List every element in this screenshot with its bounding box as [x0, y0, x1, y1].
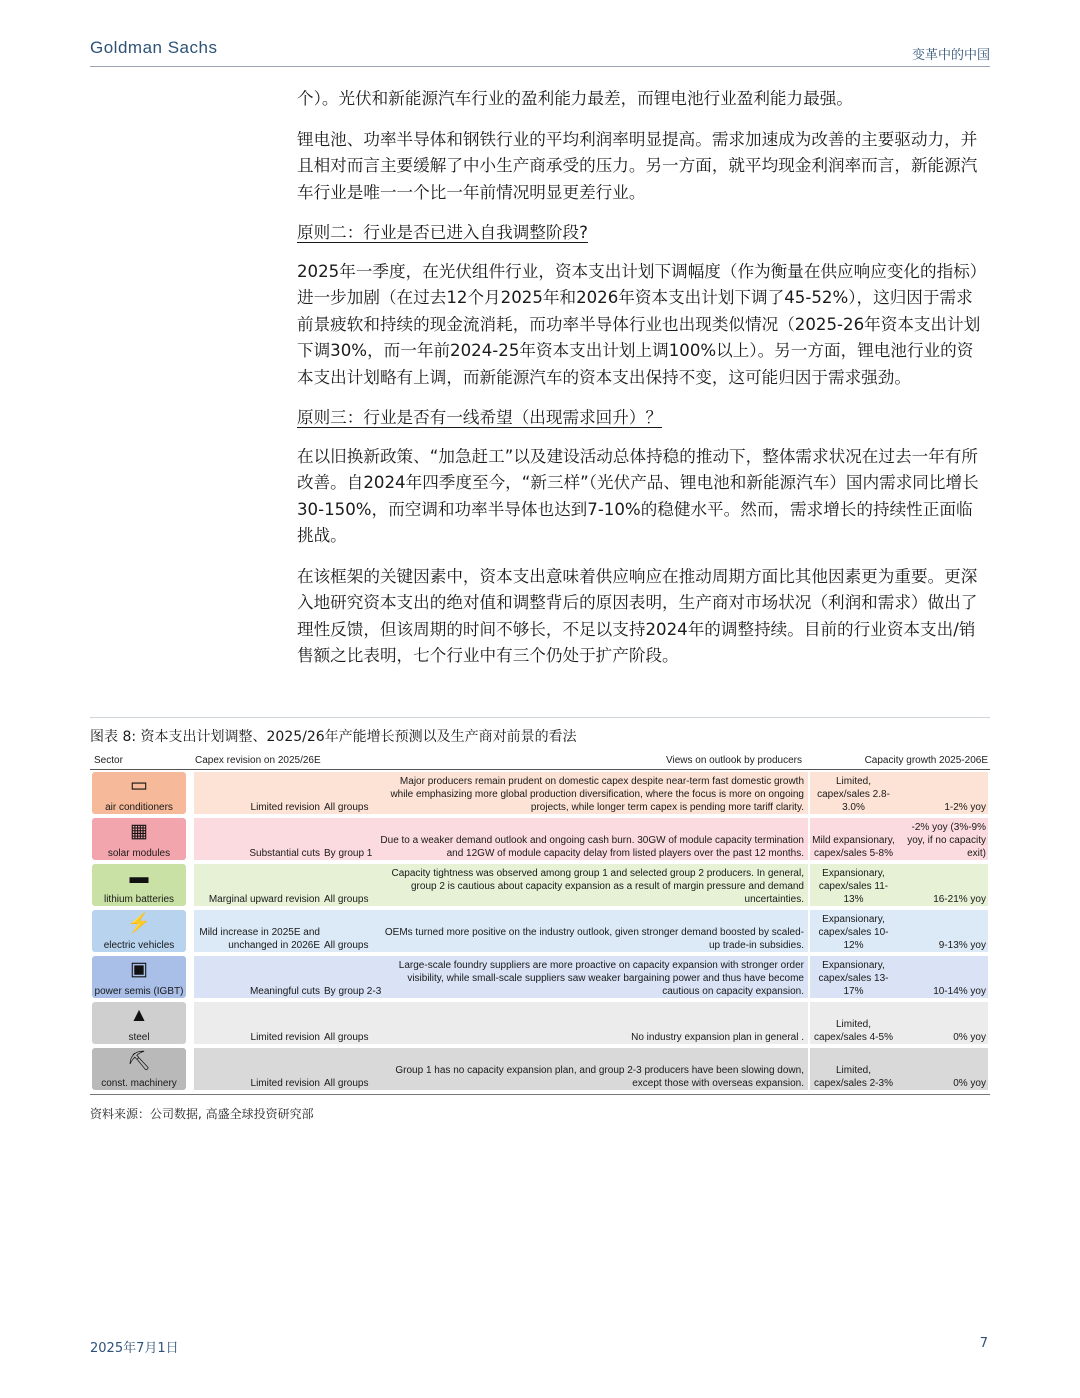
sector-label: const. machinery	[101, 1078, 177, 1089]
chip-icon: ▣	[130, 959, 148, 980]
producer-view: Due to a weaker demand outlook and ongoing cash burn. 30GW of module capacity termination and 12GW of module capacity delay from listed players over the past 12 months.	[380, 835, 804, 859]
air-conditioner-icon: ▭	[130, 775, 148, 796]
paragraph: 2025年一季度，在光伏组件行业，资本支出计划下调幅度（作为衡量在供应响应变化的指标）进一步加剧（在过去12个月2025年和2026年资本支出计划下调了45-52%），这归因于需求前景疲软和持续的现金流消耗，而功率半导体行业也出现类似情况（2025-26年资本支出计划下调30%，而一年前2024-25年资本支出计划上调100%以上）。另一方面，锂电池行业的资本支出计划略有上调，而新能源汽车的资本支出保持不变，这可能归因于需求强劲。	[297, 261, 987, 387]
paragraph: 在该框架的关键因素中，资本支出意味着供应响应在推动周期方面比其他因素更为重要。更深入地研究资本支出的绝对值和调整背后的原因表明，生产商对市场状况（利润和需求）做出了理性反馈，但该周期的时间不够长，不足以支持2024年的调整持续。目前的行业资本支出/销售额之比表明，七个行业中有三个仍处于扩产阶段。	[297, 566, 978, 665]
capacity-growth: 9-13% yoy	[938, 940, 986, 951]
paragraph: 个）。光伏和新能源汽车行业的盈利能力最差，而锂电池行业盈利能力最强。	[297, 89, 853, 108]
paragraph: 锂电池、功率半导体和钢铁行业的平均利润率明显提高。需求加速成为改善的主要驱动力，并且相对而言主要缓解了中小生产商承受的压力。另一方面，就平均现金利润率而言，新能源汽车行业是唯一一个比一年前情况明显更差行业。	[297, 129, 978, 202]
excavator-icon: ⛏	[126, 1051, 152, 1072]
producer-view: Large-scale foundry suppliers are more proactive on capacity expansion with stronger order visibility, while small-scale suppliers saw weaker bargaining power and thus have become cautious on capacity expansion.	[398, 960, 804, 997]
table-row	[90, 770, 990, 816]
table-row	[90, 1046, 990, 1092]
capex-revision: Meaningful cuts	[249, 986, 320, 997]
producer-view: No industry expansion plan in general .	[631, 1032, 804, 1043]
capacity-growth: 0% yoy	[953, 1032, 986, 1043]
sector-label: air conditioners	[105, 802, 173, 813]
sector-badge	[92, 864, 186, 906]
producer-view: Major producers remain prudent on domestic capex despite near-term fast domestic growth while emphasizing more global production diversification, where the focus is more on ongoing projects, while longer term capex is pending more tariff clarity.	[390, 776, 804, 813]
sector-badge	[92, 910, 186, 952]
header-sector: Sector	[94, 755, 123, 766]
table-row	[90, 908, 990, 954]
header-capex: Capex revision on 2025/26E	[195, 755, 321, 766]
header-divider	[90, 66, 990, 67]
producer-groups: All groups	[324, 894, 369, 905]
producer-groups: All groups	[324, 1032, 369, 1043]
capex-sales: Limited, capex/sales 2-3%	[814, 1065, 893, 1089]
capex-revision: Limited revision	[250, 1078, 320, 1089]
capex-revision: Limited revision	[250, 1032, 320, 1043]
principle-heading: 原则三：行业是否有一线希望（出现需求回升）？	[297, 408, 663, 427]
table-row	[90, 862, 990, 908]
capacity-growth: 16-21% yoy	[933, 894, 986, 905]
capacity-growth: 10-14% yoy	[933, 986, 986, 997]
sector-badge	[92, 818, 186, 860]
capex-sales: Expansionary, capex/sales 13-17%	[818, 960, 889, 997]
page-number: 7	[979, 1336, 988, 1351]
brand-logo: Goldman Sachs	[90, 38, 218, 57]
producer-groups: All groups	[324, 802, 369, 813]
producer-groups: All groups	[324, 940, 369, 951]
mine-cart-icon: ▲	[129, 1005, 149, 1026]
principle-heading: 原则二：行业是否已进入自我调整阶段?	[297, 223, 588, 242]
table-row	[90, 1000, 990, 1046]
battery-icon: ▬	[129, 867, 149, 888]
producer-view: OEMs turned more positive on the industry outlook, given stronger demand boosted by scaled-up trade-in subsidies.	[384, 927, 804, 951]
capacity-growth: 0% yoy	[953, 1078, 986, 1089]
electric-car-icon: ⚡	[127, 913, 151, 934]
footer-date: 2025年7月1日	[90, 1341, 179, 1356]
capex-sales: Expansionary, capex/sales 10-12%	[818, 914, 889, 951]
capex-revision: Limited revision	[250, 802, 320, 813]
table-row	[90, 816, 990, 862]
table-row	[90, 954, 990, 1000]
capex-sales: Expansionary, capex/sales 11-13%	[818, 868, 889, 905]
producer-groups: By group 2-3	[324, 986, 382, 997]
sector-label: power semis (IGBT)	[94, 986, 184, 997]
capex-revision: Mild increase in 2025E and unchanged in 2026E	[199, 927, 320, 951]
producer-view: Capacity tightness was observed among group 1 and selected group 2 producers. In general, group 2 is cautious about capacity expansion as a result of margin pressure and demand uncertainties.	[391, 868, 804, 905]
paragraph: 在以旧换新政策、“加急赶工”以及建设活动总体持稳的推动下，整体需求状况在过去一年有所改善。自2024年四季度至今，“新三样”（光伏产品、锂电池和新能源汽车）国内需求同比增长30-150%，而空调和功率半导体也达到7-10%的稳健水平。然而，需求增长的持续性正面临挑战。	[297, 446, 979, 545]
capacity-growth: 1-2% yoy	[944, 802, 986, 813]
producer-view: Group 1 has no capacity expansion plan, and group 2-3 producers have been slowing down, except those with overseas expansion.	[395, 1065, 804, 1089]
sector-label: lithium batteries	[103, 894, 175, 905]
sector-label: steel	[128, 1032, 150, 1043]
sector-badge	[92, 956, 186, 998]
figure-divider	[90, 717, 990, 718]
table-bottom-rule	[90, 1094, 990, 1095]
producer-groups: All groups	[324, 1078, 369, 1089]
section-title: 变革中的中国	[911, 48, 990, 63]
sector-badge	[92, 772, 186, 814]
capacity-growth: -2% yoy (3%-9% yoy, if no capacity exit)	[907, 822, 986, 859]
figure-title: 图表 8: 资本支出计划调整、2025/26年产能增长预测以及生产商对前景的看法	[90, 729, 577, 745]
source-note: 资料来源：公司数据, 高盛全球投资研究部	[90, 1107, 314, 1121]
capex-sales: Mild expansionary, capex/sales 5-8%	[812, 835, 895, 859]
capex-revision: Marginal upward revision	[208, 894, 320, 905]
producer-groups: By group 1	[324, 848, 373, 859]
capex-sales: Limited, capex/sales 2.8-3.0%	[817, 776, 890, 813]
exhibit-table	[90, 754, 990, 1095]
header-capacity: Capacity growth 2025-206E	[864, 755, 988, 766]
solar-panel-icon: ▦	[130, 821, 148, 842]
table-body	[90, 770, 990, 1092]
sector-label: electric vehicles	[103, 940, 175, 951]
header-views: Views on outlook by producers	[665, 755, 802, 766]
capex-revision: Substantial cuts	[249, 848, 320, 859]
sector-badge	[92, 1048, 186, 1090]
sector-label: solar modules	[107, 848, 171, 859]
body-text	[297, 86, 987, 684]
sector-badge	[92, 1002, 186, 1044]
table-header	[90, 754, 990, 768]
capex-sales: Limited, capex/sales 4-5%	[814, 1019, 893, 1043]
